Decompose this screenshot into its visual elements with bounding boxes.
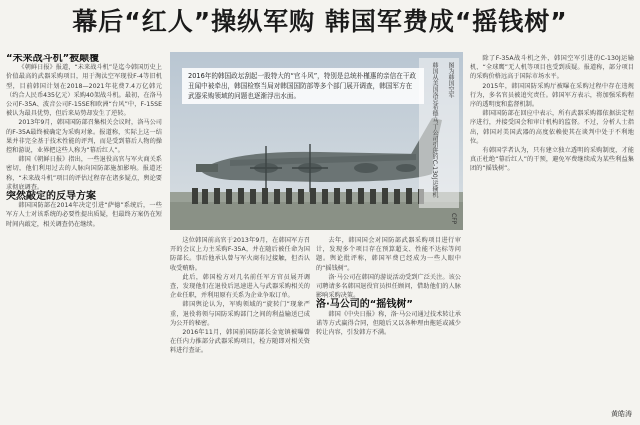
photo-credit: CFP: [450, 212, 457, 224]
paragraph: 韩国舆论认为，军购领域的“旋转门”现象严重，退役将领与国防采购部门之间的利益输送已成为公开的秘密。: [170, 301, 310, 327]
paragraph: 去年，韩国国会对国防部武器采购项目进行审计，发现多个项目存在预算超支、性能不达标等问题。舆论批评称，韩国军费已经成为一些人眼中的“摇钱树”。: [316, 237, 461, 272]
paragraph: 2013年9月，韩国国防部召集相关会议时，洛马公司的F-35A最终被确定为采购对象。报道称，实际上这一结果并非完全基于技术性能的评判，而是受到幕后人物的操控和游说，业界把这些人称为“幕后红人”。: [6, 119, 162, 155]
paragraph: 有韩国学者认为，只有建立独立透明的采购制度，才能真正杜绝“幕后红人”的干预，避免军费继续成为某些利益集团的“摇钱树”。: [470, 147, 634, 173]
paragraph: 《朝鲜日报》报道，“未来战斗机”是迄今韩国历史上价值最高的武器采购项目，用于淘汰空军现役F-4等旧机型，目前韩国计划在2018—2021年花费7.4万亿韩元（约合人民币435亿元）采购40架战斗机。最初，在洛马公司F-35A、波音公司F-15SE和欧洲“台风”中，F-15SE被认为最具优势，但后来局势却发生了逆转。: [6, 64, 162, 118]
photo-banner-text: 韩国从美国洛克希德·马丁公司引进的C-130J运输机: [431, 62, 438, 198]
headline: 幕后“红人”操纵军购 韩国军费成“摇钱树”: [72, 7, 568, 36]
paragraph: 2015年，韩国国防采购厅被曝在采购过程中存在违规行为，多名官员被追究责任。韩国军方表示，将加强采购程序的透明度和监督机制。: [470, 82, 634, 109]
column-1: [6, 54, 162, 419]
photo-banner-text: 图为韩国空军: [447, 62, 454, 98]
subhead-missile-defense: 突然敲定的反导方案: [6, 191, 96, 203]
photo-caption: 2016年的韩国政坛刮起一股特大的“官斗风”，特别是总统朴槿惠的亲信在干政丑闻中被牵出，韩国检察当局对韩国国防部等多个部门展开调查，韩国军方在武器采购领域的问题也逐渐浮出水面。: [182, 68, 424, 104]
column-4: [470, 54, 634, 406]
subhead-future-fighter: “未来战斗机”被颠覆: [6, 54, 100, 64]
column-3: [316, 236, 461, 419]
column-2: [170, 236, 310, 419]
paragraph: 韩国国防部在2014年决定引进“萨德”系统后，一些军方人士对该系统的必要性提出质疑，但最终方案仍在短时间内敲定，相关调查仍在继续。: [6, 202, 162, 228]
paragraph: 除了F-35A战斗机之外，韩国空军引进的C-130J运输机、“全球鹰”无人机等项目也受到质疑。报道称，部分项目的采购价格远高于国际市场水平。: [470, 55, 634, 81]
subhead-lockheed: 洛·马公司的“摇钱树”: [316, 299, 413, 311]
paragraph: 洛·马公司在韩国的游说活动受到广泛关注。该公司聘请多名韩国退役官员担任顾问，借助他们的人脉影响采购决策。: [316, 273, 461, 300]
paragraph: 此后，韩国检方对几名前任军方官员展开调查，发现他们在退役后迅速进入与武器采购相关的企业任职，并利用原有关系为企业争取订单。: [170, 273, 310, 300]
paragraph: 韩国《朝鲜日报》指出，一些退役高官与军火商关系密切，他们利用过去的人脉向国防部施加影响。报道还称，“未来战斗机”项目的评估过程存在诸多疑点，舆论要求彻底调查。: [6, 156, 162, 191]
author-byline: 黄皓涛: [611, 410, 632, 418]
photo-side-banner: [419, 58, 459, 208]
paragraph: 这位韩国前高官于2013年9月，在韩国军方召开的会议上力主采购F-35A，并在随后被任命为国防部长。事后他承认曾与军火商有过接触，但否认收受贿赂。: [170, 237, 310, 272]
paragraph: 韩国《中央日报》称，洛·马公司通过技术转让承诺等方式赢得合同，但随后又以各种理由拖延或减少转让内容，引发韩方不满。: [316, 310, 461, 337]
paragraph: 2016年11月，韩国前国防部长金宽镇被曝曾在任内力推部分武器采购项目，检方随即对相关资料进行查证。: [170, 329, 310, 355]
paragraph: 韩国国防部在回应中表示，所有武器采购都依据法定程序进行，并接受国会和审计机构的监督。不过，分析人士指出，韩国对美国武器的高度依赖使其在谈判中处于不利地位。: [470, 110, 634, 145]
